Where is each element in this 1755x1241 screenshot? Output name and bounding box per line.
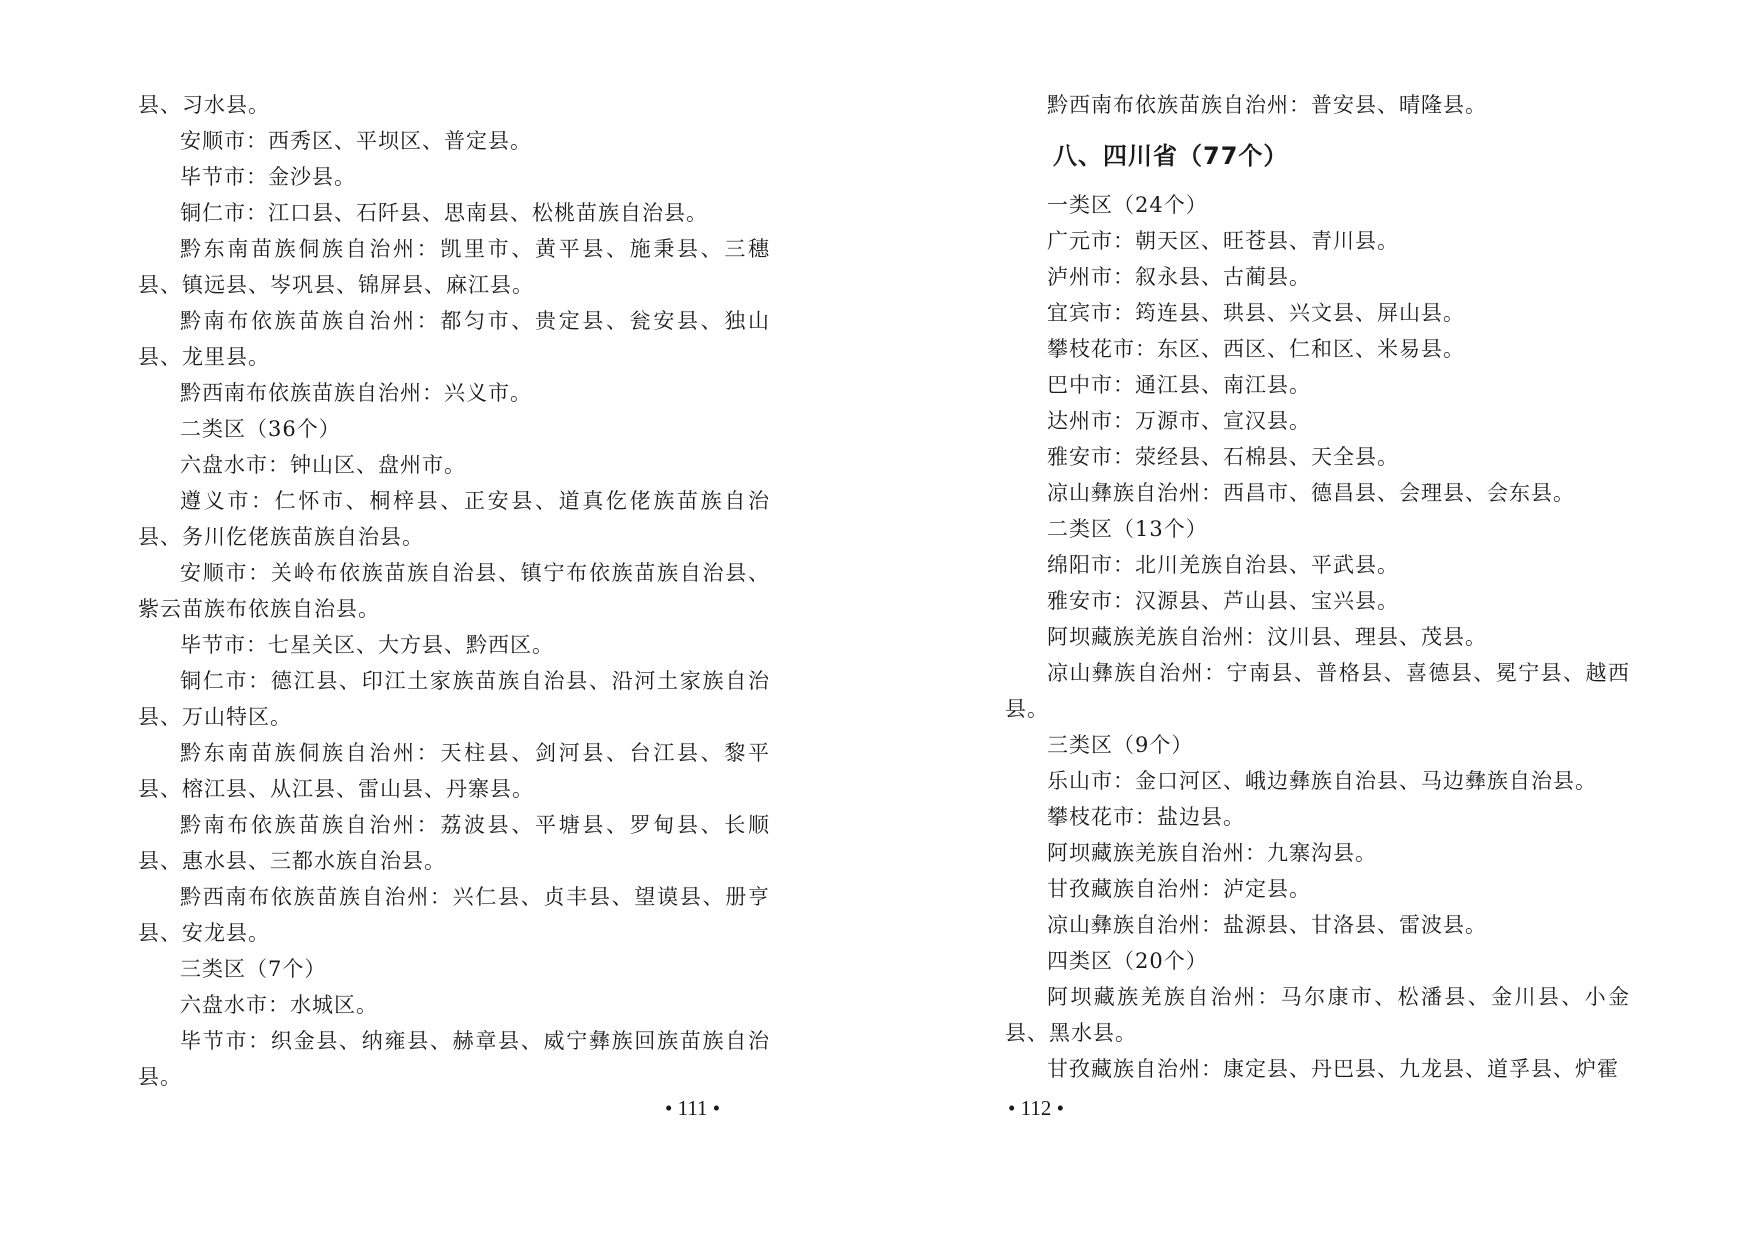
paragraph: 泸州市：叙永县、古蔺县。 [1047, 265, 1311, 289]
category-label: 二类区（13个） [1047, 517, 1208, 541]
paragraph: 黔南布依族苗族自治州：都匀市、贵定县、瓮安县、独山县、龙里县。 [138, 309, 770, 369]
paragraph: 黔东南苗族侗族自治州：凯里市、黄平县、施秉县、三穗县、镇远县、岑巩县、锦屏县、麻江县。 [138, 237, 770, 297]
paragraph: 绵阳市：北川羌族自治县、平武县。 [1047, 553, 1399, 577]
paragraph: 达州市：万源市、宣汉县。 [1047, 409, 1311, 433]
right-page [878, 0, 1755, 1241]
right-page-text [1005, 87, 1630, 1087]
paragraph: 凉山彝族自治州：宁南县、普格县、喜德县、冕宁县、越西县。 [1005, 661, 1630, 721]
left-page-text [138, 87, 770, 1095]
paragraph: 毕节市：金沙县。 [180, 165, 356, 189]
paragraph: 阿坝藏族羌族自治州：马尔康市、松潘县、金川县、小金县、黑水县。 [1005, 985, 1630, 1045]
paragraph: 六盘水市：水城区。 [180, 993, 378, 1017]
paragraph: 铜仁市：江口县、石阡县、思南县、松桃苗族自治县。 [180, 201, 708, 225]
category-label: 三类区（7个） [180, 957, 327, 981]
paragraph: 甘孜藏族自治州：康定县、丹巴县、九龙县、道孚县、炉霍 [1047, 1057, 1619, 1081]
paragraph: 黔西南布依族苗族自治州：兴义市。 [180, 381, 532, 405]
category-label: 三类区（9个） [1047, 733, 1194, 757]
paragraph: 凉山彝族自治州：盐源县、甘洛县、雷波县。 [1047, 913, 1487, 937]
paragraph: 黔南布依族苗族自治州：荔波县、平塘县、罗甸县、长顺县、惠水县、三都水族自治县。 [138, 813, 770, 873]
paragraph: 甘孜藏族自治州：泸定县。 [1047, 877, 1311, 901]
paragraph: 毕节市：七星关区、大方县、黔西区。 [180, 633, 554, 657]
left-page [0, 0, 877, 1241]
paragraph: 凉山彝族自治州：西昌市、德昌县、会理县、会东县。 [1047, 481, 1575, 505]
paragraph: 阿坝藏族羌族自治州：九寨沟县。 [1047, 841, 1377, 865]
paragraph: 雅安市：汉源县、芦山县、宝兴县。 [1047, 589, 1399, 613]
paragraph: 毕节市：织金县、纳雍县、赫章县、威宁彝族回族苗族自治县。 [138, 1029, 770, 1089]
page-number: • 112 • [1008, 1096, 1064, 1120]
category-label: 一类区（24个） [1047, 193, 1208, 217]
paragraph: 黔东南苗族侗族自治州：天柱县、剑河县、台江县、黎平县、榕江县、从江县、雷山县、丹寨县。 [138, 741, 770, 801]
paragraph: 安顺市：关岭布依族苗族自治县、镇宁布依族苗族自治县、紫云苗族布依族自治县。 [138, 561, 770, 621]
paragraph: 巴中市：通江县、南江县。 [1047, 373, 1311, 397]
paragraph: 攀枝花市：东区、西区、仁和区、米易县。 [1047, 337, 1465, 361]
paragraph: 广元市：朝天区、旺苍县、青川县。 [1047, 229, 1399, 253]
paragraph: 铜仁市：德江县、印江土家族苗族自治县、沿河土家族自治县、万山特区。 [138, 669, 770, 729]
category-label: 四类区（20个） [1047, 949, 1208, 973]
category-label: 二类区（36个） [180, 417, 341, 441]
paragraph: 乐山市：金口河区、峨边彝族自治县、马边彝族自治县。 [1047, 769, 1597, 793]
paragraph: 攀枝花市：盐边县。 [1047, 805, 1245, 829]
paragraph: 六盘水市：钟山区、盘州市。 [180, 453, 466, 477]
paragraph: 阿坝藏族羌族自治州：汶川县、理县、茂县。 [1047, 625, 1487, 649]
paragraph: 安顺市：西秀区、平坝区、普定县。 [180, 129, 532, 153]
paragraph: 黔西南布依族苗族自治州：普安县、晴隆县。 [1047, 93, 1487, 117]
paragraph: 遵义市：仁怀市、桐梓县、正安县、道真仡佬族苗族自治县、务川仡佬族苗族自治县。 [138, 489, 770, 549]
page-number: • 111 • [665, 1096, 721, 1120]
paragraph: 县、习水县。 [138, 93, 270, 117]
section-heading: 八、四川省（77个） [1053, 142, 1289, 170]
paragraph: 雅安市：荥经县、石棉县、天全县。 [1047, 445, 1399, 469]
paragraph: 黔西南布依族苗族自治州：兴仁县、贞丰县、望谟县、册亨县、安龙县。 [138, 885, 770, 945]
paragraph: 宜宾市：筠连县、珙县、兴文县、屏山县。 [1047, 301, 1465, 325]
